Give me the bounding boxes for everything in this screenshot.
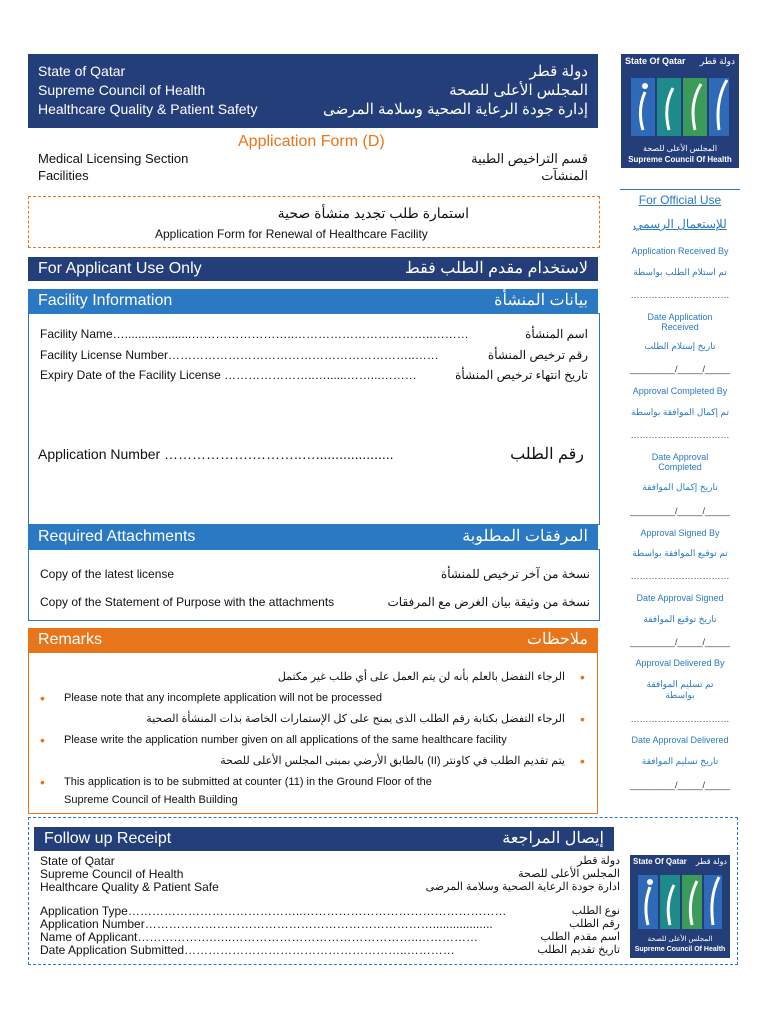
header-en bbox=[38, 62, 257, 119]
attachment-item: Copy of the latest license bbox=[40, 567, 175, 581]
received-by-field[interactable]: …………………………… bbox=[630, 290, 730, 300]
receipt-number-field[interactable]: Application Number……………………………………………………………….................. bbox=[40, 917, 493, 931]
attachments-bar bbox=[28, 525, 598, 549]
facility-name-ar: اسم المنشأة bbox=[525, 327, 588, 341]
facility-bar bbox=[28, 289, 598, 313]
received-by-ar: تم استلام الطلب بواسطة bbox=[633, 267, 727, 277]
attachments-title-en: Required Attachments bbox=[38, 528, 196, 545]
facility-panel bbox=[28, 313, 600, 525]
attachments-panel bbox=[28, 549, 600, 621]
remark-en: Please write the application number given on all applications of the same healthcare facility bbox=[64, 734, 507, 746]
signed-by-field[interactable]: …………………………… bbox=[630, 571, 730, 581]
applicant-bar bbox=[28, 257, 598, 281]
section-ar: قسم التراخيص الطبية bbox=[471, 151, 588, 166]
receipt-ar-line: المجلس الأعلى للصحة bbox=[518, 868, 620, 880]
facility-expiry-ar: تاريخ انتهاء ترخيص المنشأة bbox=[455, 368, 588, 382]
bullet-icon: • bbox=[40, 732, 45, 748]
remark-en: This application is to be submitted at counter (11) in the Ground Floor of the bbox=[64, 776, 432, 788]
completed-by-field[interactable]: …………………………… bbox=[630, 430, 730, 440]
date-delivered-field[interactable]: _________/_____/_____ bbox=[629, 780, 731, 790]
receipt-en-line: Supreme Council of Health bbox=[40, 867, 184, 881]
date-received-field[interactable]: _________/_____/_____ bbox=[629, 364, 731, 374]
remarks-bar bbox=[28, 628, 598, 652]
logo-bottom-en: Supreme Council Of Health bbox=[634, 946, 726, 953]
facility-expiry-field[interactable]: Expiry Date of the Facility License …………………..…......……...……… bbox=[40, 368, 417, 382]
delivered-by-label: Approval Delivered By bbox=[635, 658, 725, 668]
header-banner bbox=[28, 54, 598, 128]
receipt-date-ar: تاريخ تقديم الطلب bbox=[537, 944, 620, 956]
logo-top-en: State Of Qatar bbox=[625, 56, 686, 66]
receipt-en-line: Healthcare Quality & Patient Safe bbox=[40, 880, 219, 894]
receipt-en bbox=[40, 855, 219, 894]
official-divider bbox=[620, 189, 740, 190]
date-received-ar: تاريخ إستلام الطلب bbox=[644, 341, 716, 351]
scoh-logo bbox=[621, 54, 739, 168]
header-ar-line: إدارة جودة الرعاية الصحية وسلامة المرضى bbox=[322, 101, 588, 118]
date-delivered-label: Date Approval Delivered bbox=[631, 735, 729, 745]
facility-name-field[interactable]: Facility Name…....................……………………..……………………………..……… bbox=[40, 327, 469, 341]
header-ar bbox=[323, 62, 588, 119]
application-number-field[interactable]: Application Number ……………….………..….................... bbox=[38, 446, 394, 462]
completed-by-label: Approval Completed By bbox=[632, 386, 728, 396]
renewal-box bbox=[28, 196, 600, 248]
applicant-en: For Applicant Use Only bbox=[38, 260, 202, 277]
application-number-ar: رقم الطلب bbox=[510, 446, 584, 463]
logo-emblem-icon bbox=[627, 70, 733, 140]
official-title-en: For Official Use bbox=[638, 193, 722, 207]
receipt-number-ar: رقم الطلب bbox=[569, 918, 620, 930]
logo-bottom-ar: المجلس الأعلى للصحة bbox=[642, 144, 718, 153]
logo-emblem-icon bbox=[635, 869, 725, 931]
facilities-en: Facilities bbox=[38, 168, 89, 183]
remark-ar: يتم تقديم الطلب في كاونتر (II) بالطابق الأرضي بمبنى المجلس الأعلى للصحة bbox=[220, 755, 565, 767]
header-ar-line: دولة قطر bbox=[529, 63, 588, 80]
receipt-title-en: Follow up Receipt bbox=[44, 830, 172, 847]
renewal-en: Application Form for Renewal of Healthcare Facility bbox=[155, 227, 428, 241]
delivered-by-field[interactable]: …………………………… bbox=[630, 714, 730, 724]
receipt-title-ar: إيصال المراجعة bbox=[502, 830, 604, 847]
applicant-ar: لاستخدام مقدم الطلب فقط bbox=[404, 260, 588, 277]
attachment-item-ar: نسخة من آخر ترخيص للمنشأة bbox=[440, 567, 590, 581]
receipt-type-ar: نوع الطلب bbox=[571, 905, 620, 917]
receipt-ar-line: ادارة جودة الرعاية الصحية وسلامة المرضى bbox=[425, 881, 620, 893]
received-by-label: Application Received By bbox=[631, 246, 729, 256]
remarks-title-ar: ملاحظات bbox=[526, 631, 588, 648]
section-en: Medical Licensing Section bbox=[38, 151, 189, 166]
receipt-ar bbox=[426, 855, 620, 894]
form-title: Application Form (D) bbox=[238, 133, 385, 150]
remark-en: Please note that any incomplete application will not be processed bbox=[64, 692, 382, 704]
receipt-en-line: State of Qatar bbox=[40, 854, 115, 868]
logo-bottom-ar: المجلس الأعلى للصحة bbox=[647, 936, 713, 943]
receipt-bar bbox=[34, 827, 614, 851]
date-signed-label: Date Approval Signed bbox=[636, 593, 724, 603]
logo-top-en: State Of Qatar bbox=[633, 857, 687, 866]
signed-by-ar: تم توقيع الموافقة بواسطة bbox=[632, 548, 728, 558]
receipt-ar-line: دولة قطر bbox=[577, 855, 620, 867]
bullet-icon: • bbox=[40, 774, 45, 790]
completed-by-ar: تم إكمال الموافقة بواسطة bbox=[631, 407, 729, 417]
attachments-title-ar: المرفقات المطلوبة bbox=[462, 528, 588, 545]
header-en-line: State of Qatar bbox=[38, 63, 126, 79]
receipt-applicant-ar: اسم مقدم الطلب bbox=[540, 931, 620, 943]
header-en-line: Supreme Council of Health bbox=[38, 82, 206, 98]
header-en-line: Healthcare Quality & Patient Safety bbox=[38, 101, 258, 117]
facilities-ar: المنشآت bbox=[541, 168, 588, 183]
date-received-label: Date Application Received bbox=[647, 312, 713, 332]
signed-by-label: Approval Signed By bbox=[640, 528, 720, 538]
renewal-ar: استمارة طلب تجديد منشأة صحية bbox=[277, 205, 469, 221]
receipt-type-field[interactable]: Application Type……………………………………..…………………………………………… bbox=[40, 904, 507, 918]
logo-top-ar: دولة قطر bbox=[695, 857, 727, 866]
bullet-icon: • bbox=[40, 690, 45, 706]
date-signed-ar: تاريخ توقيع الموافقة bbox=[643, 614, 717, 624]
bullet-icon: • bbox=[580, 669, 585, 685]
logo-bottom-en: Supreme Council Of Health bbox=[628, 155, 732, 164]
remark-en: Supreme Council of Health Building bbox=[64, 794, 238, 806]
attachment-item-ar: نسخة من وثيقة بيان الغرض مع المرفقات bbox=[387, 595, 590, 609]
date-completed-field[interactable]: _________/_____/_____ bbox=[629, 506, 731, 516]
date-completed-ar: تاريخ إكمال الموافقة bbox=[642, 482, 718, 492]
logo-top-ar: دولة قطر bbox=[699, 56, 735, 66]
official-title-ar: للإستعمال الرسمي bbox=[633, 217, 727, 231]
remark-ar: الرجاء التفضل بالعلم بأنه لن يتم العمل على أي طلب غير مكتمل bbox=[277, 671, 565, 683]
facility-license-ar: رقم ترخيص المنشأة bbox=[487, 348, 588, 362]
remark-ar: الرجاء التفضل بكتابة رقم الطلب الذى يمنح على كل الإستمارات الخاصة بذات المنشأة الصحية bbox=[146, 713, 565, 725]
remarks-title-en: Remarks bbox=[38, 631, 103, 648]
facility-license-field[interactable]: Facility License Number……………………………………………………..…… bbox=[40, 348, 439, 362]
bullet-icon: • bbox=[580, 711, 585, 727]
attachment-item: Copy of the Statement of Purpose with the attachments bbox=[40, 595, 335, 609]
bullet-icon: • bbox=[580, 753, 585, 769]
receipt-applicant-field[interactable]: Name of Applicant……………….…..………………………………………..…………… bbox=[40, 930, 479, 944]
facility-title-ar: بيانات المنشأة bbox=[494, 292, 588, 309]
header-ar-line: المجلس الأعلى للصحة bbox=[449, 82, 588, 99]
delivered-by-ar: تم تسليم الموافقة بواسطة bbox=[646, 679, 714, 700]
receipt-date-field[interactable]: Date Application Submitted………………………………………………..………… bbox=[40, 943, 455, 957]
facility-title-en: Facility Information bbox=[38, 292, 173, 309]
date-delivered-ar: تاريخ تسليم الموافقة bbox=[641, 756, 719, 766]
date-completed-label: Date Approval Completed bbox=[651, 452, 709, 472]
receipt-logo bbox=[630, 855, 730, 958]
date-signed-field[interactable]: _________/_____/_____ bbox=[629, 637, 731, 647]
